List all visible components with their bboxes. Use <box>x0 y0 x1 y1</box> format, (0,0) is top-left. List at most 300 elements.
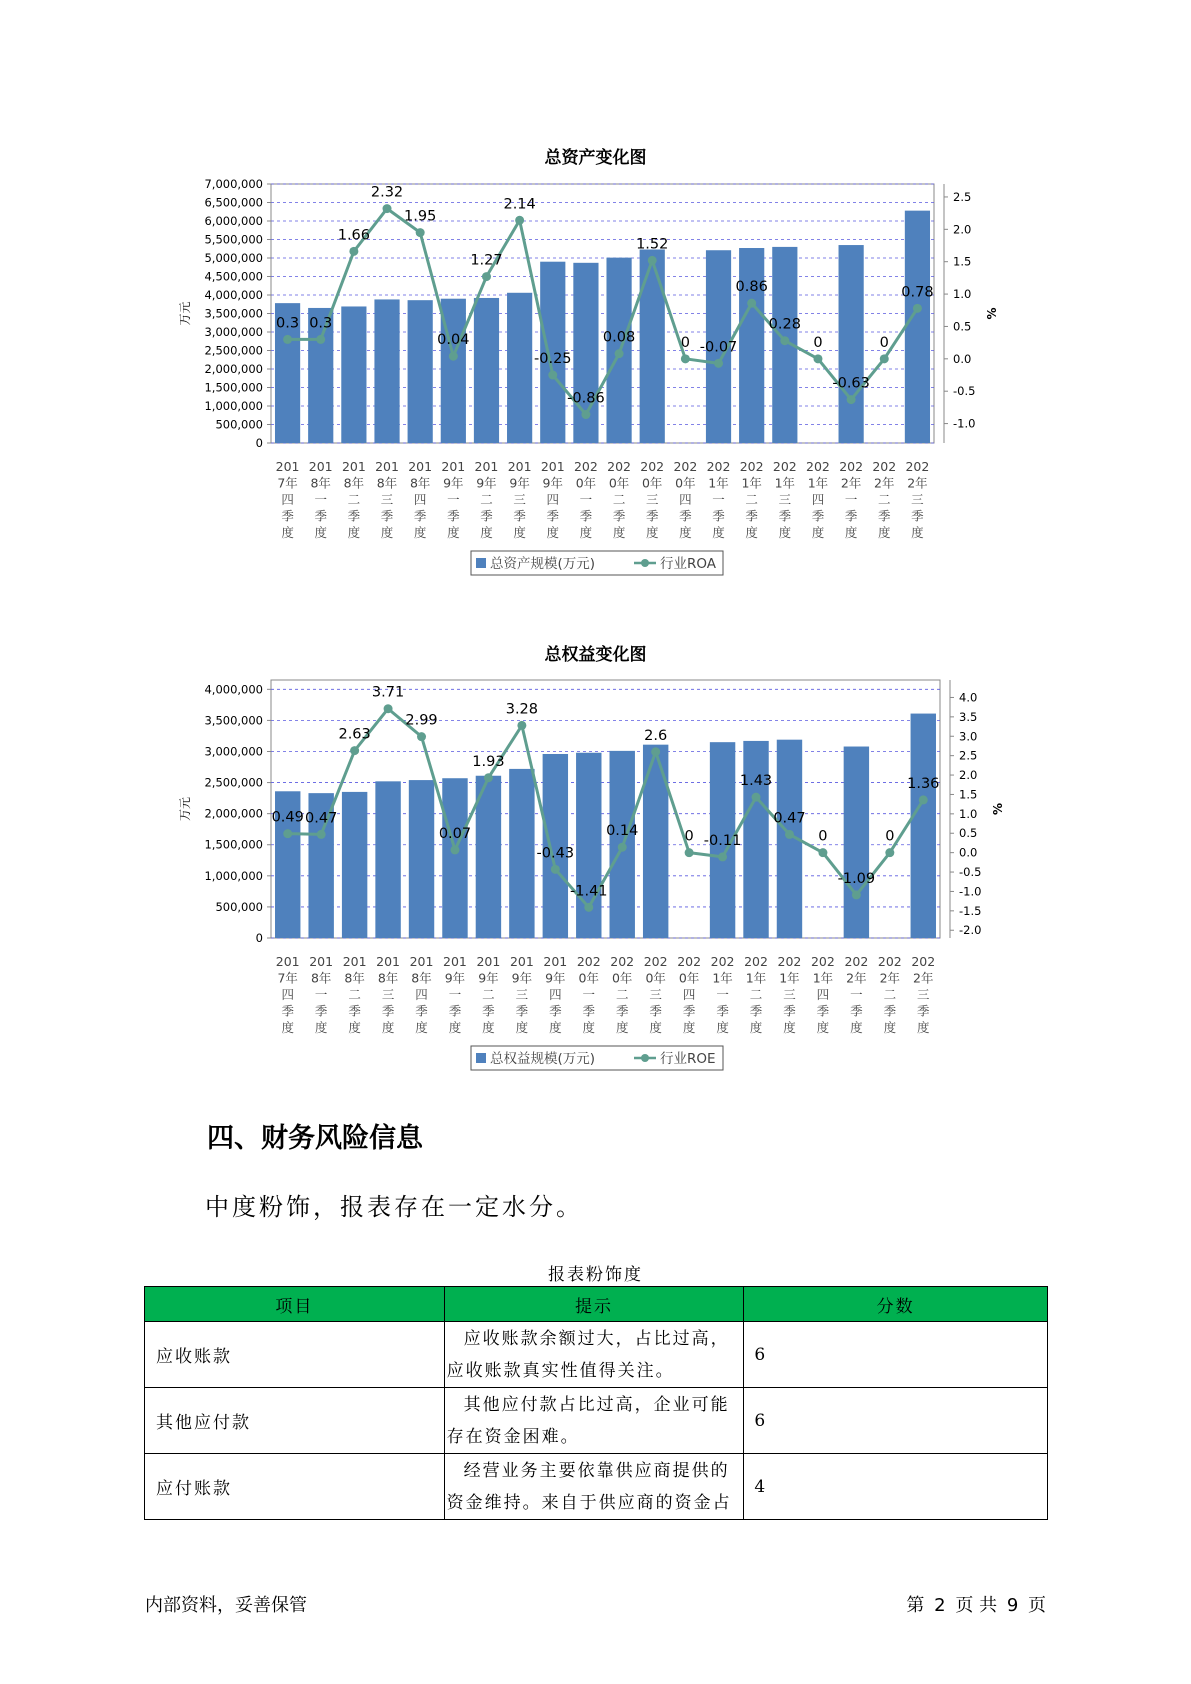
x-tick-label: 度 <box>682 1020 696 1035</box>
x-tick-label: 季 <box>480 508 493 524</box>
table-header-item: 项目 <box>145 1287 445 1322</box>
line-point <box>350 746 359 755</box>
line-point <box>919 795 928 804</box>
left-tick-label: 2,000,000 <box>204 806 263 821</box>
row-hint: 经营业务主要依靠供应商提供的资金维持。来自于供应商的资金占 <box>444 1454 744 1520</box>
data-label: 2.14 <box>503 196 536 213</box>
x-tick-label: 季 <box>716 1003 729 1019</box>
x-tick-label: 201 <box>543 954 568 969</box>
x-tick-label: 三 <box>645 492 659 507</box>
x-tick-label: 202 <box>905 459 930 474</box>
x-tick-label: 季 <box>811 508 825 524</box>
x-tick-label: 201 <box>507 459 532 474</box>
x-tick-label: 季 <box>783 1003 796 1019</box>
legend-bar-swatch <box>476 558 486 568</box>
left-tick-label: 6,500,000 <box>204 195 263 210</box>
x-tick-label: 1年 <box>741 475 762 491</box>
data-label: 2.32 <box>370 184 404 201</box>
x-tick-label: 季 <box>745 508 758 524</box>
right-tick-label: 1.0 <box>959 806 978 821</box>
x-tick-label: 201 <box>376 954 401 969</box>
x-tick-label: 季 <box>778 508 792 524</box>
x-tick-label: 202 <box>710 954 735 969</box>
left-tick-label: 5,500,000 <box>204 232 263 247</box>
x-tick-label: 201 <box>375 459 399 474</box>
x-tick-label: 1年 <box>774 475 796 491</box>
left-tick-label: 2,000,000 <box>204 362 263 376</box>
data-label: 0.04 <box>437 332 470 349</box>
x-tick-label: 7年 <box>277 475 298 491</box>
x-tick-label: 1年 <box>812 970 834 986</box>
x-tick-label: 2年 <box>874 475 895 491</box>
x-tick-label: 度 <box>281 1020 294 1035</box>
line-point <box>847 395 856 404</box>
x-tick-label: 202 <box>677 954 702 969</box>
x-tick-label: 季 <box>816 1003 830 1019</box>
line-point <box>813 354 822 363</box>
x-tick-label: 201 <box>540 459 565 474</box>
x-tick-label: 202 <box>806 459 830 474</box>
x-tick-label: 度 <box>712 525 725 540</box>
data-label: -0.86 <box>567 390 605 407</box>
x-tick-label: 二 <box>745 492 758 507</box>
x-tick-label: 8年 <box>376 475 398 491</box>
x-tick-label: 季 <box>413 508 427 524</box>
x-tick-label: 季 <box>281 508 294 524</box>
x-tick-label: 度 <box>811 525 825 540</box>
x-tick-label: 季 <box>712 508 725 524</box>
left-tick-label: 500,000 <box>215 899 263 914</box>
x-tick-label: 季 <box>448 1003 462 1019</box>
data-label: 0.47 <box>305 810 338 827</box>
x-tick-label: 四 <box>682 987 696 1002</box>
data-label: 0.08 <box>602 329 636 346</box>
line-point <box>384 704 393 713</box>
x-tick-label: 度 <box>679 525 692 540</box>
chart-total-assets <box>0 170 1191 610</box>
x-tick-label: 季 <box>749 1003 763 1019</box>
x-tick-label: 二 <box>612 492 626 507</box>
chart-total-equity <box>0 667 1191 1107</box>
x-tick-label: 202 <box>810 954 835 969</box>
x-tick-label: 二 <box>348 987 361 1002</box>
right-tick-label: -1.5 <box>959 903 982 918</box>
x-tick-label: 1年 <box>708 475 729 491</box>
table-header-score: 分数 <box>744 1287 1048 1322</box>
x-tick-label: 季 <box>582 1003 596 1019</box>
x-tick-label: 度 <box>314 1020 328 1035</box>
right-tick-label: 1.5 <box>959 787 978 802</box>
right-tick-label: 3.5 <box>959 709 978 724</box>
x-tick-label: 三 <box>649 987 662 1002</box>
x-tick-label: 7年 <box>277 970 298 986</box>
row-score: 4 <box>744 1454 1048 1520</box>
bar <box>640 249 665 443</box>
x-tick-label: 2年 <box>846 970 867 986</box>
data-label: -0.63 <box>832 375 870 392</box>
left-tick-label: 3,000,000 <box>204 744 263 759</box>
x-tick-label: 度 <box>348 1020 361 1035</box>
x-tick-label: 0年 <box>608 475 630 491</box>
row-item: 应收账款 <box>145 1322 445 1388</box>
footer-page-mid: 页 共 <box>955 1595 998 1616</box>
line-point <box>449 352 458 361</box>
x-tick-label: 三 <box>778 492 792 507</box>
x-tick-label: 度 <box>515 1020 529 1035</box>
x-tick-label: 度 <box>911 525 924 540</box>
x-tick-label: 度 <box>878 525 891 540</box>
right-tick-label: -1.0 <box>959 884 982 899</box>
line-point <box>316 335 325 344</box>
x-tick-label: 度 <box>582 1020 596 1035</box>
footer-page-current: 2 <box>934 1595 946 1616</box>
x-tick-label: 季 <box>515 1003 529 1019</box>
row-hint: 应收账款余额过大，占比过高，应收账款真实性值得关注。 <box>444 1322 744 1388</box>
table-row <box>145 1454 1048 1520</box>
bar <box>342 792 367 938</box>
left-tick-label: 6,000,000 <box>204 214 263 228</box>
x-tick-label: 9年 <box>476 475 497 491</box>
x-tick-label: 1年 <box>712 970 733 986</box>
x-tick-label: 度 <box>645 525 659 540</box>
x-tick-label: 二 <box>615 987 629 1002</box>
x-tick-label: 度 <box>612 525 626 540</box>
data-label: 3.28 <box>505 701 539 718</box>
x-tick-label: 201 <box>441 459 466 474</box>
x-tick-label: 四 <box>811 492 825 507</box>
bar <box>374 299 399 443</box>
x-tick-label: 季 <box>482 1003 495 1019</box>
footer-page-suffix: 页 <box>1028 1595 1046 1616</box>
x-tick-label: 201 <box>308 459 333 474</box>
x-tick-label: 1年 <box>779 970 800 986</box>
x-tick-label: 202 <box>739 459 764 474</box>
x-tick-label: 度 <box>546 525 560 540</box>
x-tick-label: 201 <box>509 954 534 969</box>
x-tick-label: 9年 <box>511 970 533 986</box>
right-axis-title: % <box>985 307 999 320</box>
x-tick-label: 季 <box>347 508 361 524</box>
x-tick-label: 0年 <box>678 970 700 986</box>
bar <box>509 769 534 938</box>
x-tick-label: 季 <box>911 508 924 524</box>
x-tick-label: 一 <box>716 987 729 1002</box>
left-axis-title: 万元 <box>178 301 192 326</box>
bar <box>844 747 869 938</box>
data-label: 1.43 <box>739 773 773 790</box>
x-tick-label: 201 <box>409 954 434 969</box>
x-tick-label: 度 <box>917 1020 930 1035</box>
x-tick-label: 一 <box>314 987 328 1002</box>
data-label: 0.07 <box>438 825 472 842</box>
data-label: -0.11 <box>703 832 742 849</box>
x-tick-label: 度 <box>615 1020 629 1035</box>
x-tick-label: 四 <box>546 492 560 507</box>
row-item: 应付账款 <box>145 1454 445 1520</box>
x-tick-label: 季 <box>682 1003 696 1019</box>
x-tick-label: 度 <box>716 1020 729 1035</box>
x-tick-label: 9年 <box>478 970 499 986</box>
bar <box>507 293 532 443</box>
x-tick-label: 202 <box>607 459 632 474</box>
data-label: 0.86 <box>735 279 768 296</box>
x-tick-label: 度 <box>783 1020 796 1035</box>
left-tick-label: 2,500,000 <box>204 775 263 790</box>
data-label: 1.95 <box>404 208 437 225</box>
line-point <box>648 256 657 265</box>
right-tick-label: -2.0 <box>959 923 982 938</box>
x-tick-label: 8年 <box>310 970 332 986</box>
x-tick-label: 三 <box>381 987 395 1002</box>
line-point <box>651 747 660 756</box>
line-point <box>584 903 593 912</box>
x-tick-label: 度 <box>380 525 394 540</box>
x-tick-label: 三 <box>911 492 924 507</box>
line-point <box>685 848 694 857</box>
chart-title-equity: 总权益变化图 <box>544 645 647 665</box>
x-tick-label: 9年 <box>443 475 464 491</box>
x-tick-label: 度 <box>448 1020 462 1035</box>
right-tick-label: 2.0 <box>953 222 972 237</box>
line-point <box>450 845 459 854</box>
x-tick-label: 度 <box>649 1020 662 1035</box>
table-caption: 报表粉饰度 <box>548 1265 643 1285</box>
x-tick-label: 0年 <box>675 475 696 491</box>
x-tick-label: 0年 <box>645 970 666 986</box>
x-tick-label: 季 <box>645 508 659 524</box>
x-tick-label: 一 <box>314 492 327 507</box>
data-label: 1.66 <box>337 227 371 244</box>
data-label: 2.6 <box>644 727 668 744</box>
right-tick-label: 0.0 <box>953 351 972 366</box>
line-point <box>551 865 560 874</box>
x-tick-label: 度 <box>480 525 493 540</box>
x-tick-label: 三 <box>380 492 394 507</box>
x-tick-label: 202 <box>573 459 598 474</box>
left-tick-label: 4,000,000 <box>204 682 263 697</box>
x-tick-label: 201 <box>408 459 433 474</box>
x-tick-label: 8年 <box>343 475 365 491</box>
legend-bar-label: 总权益规模(万元) <box>490 1051 596 1067</box>
bar <box>375 781 400 938</box>
legend-line-marker <box>641 1054 649 1062</box>
x-tick-label: 季 <box>281 1003 294 1019</box>
x-tick-label: 202 <box>839 459 864 474</box>
data-label: -0.43 <box>536 845 575 862</box>
right-tick-label: 4.0 <box>959 690 978 705</box>
x-tick-label: 度 <box>883 1020 897 1035</box>
chart-title-assets: 总资产变化图 <box>544 148 647 168</box>
right-axis-title: % <box>991 802 1005 816</box>
x-tick-label: 季 <box>415 1003 428 1019</box>
data-label: -1.09 <box>837 870 876 887</box>
x-tick-label: 度 <box>844 525 858 540</box>
data-label: -0.25 <box>534 351 572 368</box>
table-header-hint: 提示 <box>444 1287 744 1322</box>
bar <box>905 211 930 443</box>
line-point <box>517 721 526 730</box>
footer-page-number <box>904 1591 1048 1617</box>
x-tick-label: 季 <box>883 1003 897 1019</box>
x-tick-label: 8年 <box>409 475 431 491</box>
data-label: 0.47 <box>773 810 806 827</box>
left-tick-label: 500,000 <box>215 417 263 432</box>
x-tick-label: 季 <box>878 508 891 524</box>
right-tick-label: 2.0 <box>959 768 978 783</box>
x-tick-label: 8年 <box>411 970 432 986</box>
line-point <box>548 371 557 380</box>
x-tick-label: 二 <box>482 987 495 1002</box>
row-score: 6 <box>744 1322 1048 1388</box>
data-label: 0 <box>818 828 828 845</box>
data-label: 0.78 <box>901 284 934 301</box>
x-tick-label: 季 <box>348 1003 361 1019</box>
line-point <box>317 830 326 839</box>
data-label: 3.71 <box>371 684 405 701</box>
line-point <box>718 852 727 861</box>
left-tick-label: 1,000,000 <box>204 868 263 883</box>
x-tick-label: 201 <box>275 954 300 969</box>
left-tick-label: 1,500,000 <box>204 380 263 395</box>
line-point <box>681 354 690 363</box>
data-label: 0.3 <box>276 315 300 332</box>
x-tick-label: 一 <box>712 492 725 507</box>
x-tick-label: 度 <box>513 525 526 540</box>
line-point <box>885 848 894 857</box>
bar <box>409 780 434 938</box>
x-tick-label: 四 <box>281 492 294 507</box>
x-tick-label: 度 <box>579 525 593 540</box>
right-tick-label: 2.5 <box>959 748 978 763</box>
x-tick-label: 度 <box>549 1020 562 1035</box>
x-tick-label: 度 <box>314 525 327 540</box>
left-tick-label: 4,500,000 <box>204 269 263 284</box>
bar <box>341 306 366 443</box>
line-point <box>416 228 425 237</box>
bar <box>442 778 467 938</box>
data-label: 0.49 <box>271 809 304 826</box>
line-point <box>484 773 493 782</box>
x-tick-label: 201 <box>309 954 334 969</box>
x-tick-label: 一 <box>582 987 596 1002</box>
x-tick-label: 季 <box>844 508 858 524</box>
table-header-row <box>145 1287 1048 1322</box>
x-tick-label: 度 <box>347 525 361 540</box>
right-tick-label: 1.0 <box>953 287 972 302</box>
x-tick-label: 2年 <box>913 970 934 986</box>
x-tick-label: 三 <box>917 987 930 1002</box>
line-point <box>852 890 861 899</box>
bar <box>474 298 499 443</box>
data-label: 1.36 <box>907 775 940 792</box>
x-tick-label: 一 <box>844 492 858 507</box>
legend-bar-label: 总资产规模(万元) <box>490 556 596 572</box>
x-tick-label: 1年 <box>807 475 829 491</box>
line-point <box>785 830 794 839</box>
line-point <box>752 793 761 802</box>
data-label: 0 <box>684 828 694 845</box>
row-score: 6 <box>744 1388 1048 1454</box>
section-body-text: 中度粉饰，报表存在一定水分。 <box>205 1193 583 1221</box>
right-tick-label: 0.0 <box>959 845 978 860</box>
x-tick-label: 0年 <box>578 970 600 986</box>
x-tick-label: 一 <box>448 987 462 1002</box>
x-tick-label: 9年 <box>542 475 564 491</box>
footer-page-total: 9 <box>1006 1595 1019 1616</box>
x-tick-label: 三 <box>783 987 796 1002</box>
line-point <box>880 354 889 363</box>
x-tick-label: 度 <box>850 1020 863 1035</box>
right-tick-label: -0.5 <box>959 865 982 880</box>
table-row <box>145 1322 1048 1388</box>
x-tick-label: 度 <box>413 525 427 540</box>
x-tick-label: 季 <box>447 508 460 524</box>
x-tick-label: 四 <box>281 987 294 1002</box>
x-tick-label: 度 <box>778 525 792 540</box>
bar <box>839 245 864 443</box>
data-label: 0.14 <box>606 823 639 840</box>
line-point <box>618 843 627 852</box>
left-tick-label: 2,500,000 <box>204 343 263 358</box>
line-point <box>383 204 392 213</box>
x-tick-label: 1年 <box>745 970 767 986</box>
x-tick-label: 9年 <box>545 970 566 986</box>
x-tick-label: 202 <box>673 459 698 474</box>
row-item: 其他应付款 <box>145 1388 445 1454</box>
x-tick-label: 202 <box>772 459 797 474</box>
x-tick-label: 季 <box>546 508 560 524</box>
bar <box>743 741 768 938</box>
x-tick-label: 四 <box>415 987 428 1002</box>
data-label: 0 <box>813 334 823 351</box>
line-point <box>283 335 292 344</box>
legend-line-label: 行业ROA <box>660 556 717 572</box>
line-point <box>349 247 358 256</box>
x-tick-label: 9年 <box>444 970 466 986</box>
left-tick-label: 1,000,000 <box>204 399 263 413</box>
x-tick-label: 202 <box>640 459 665 474</box>
x-tick-label: 一 <box>579 492 593 507</box>
line-point <box>615 349 624 358</box>
x-tick-label: 202 <box>706 459 731 474</box>
x-tick-label: 三 <box>513 492 526 507</box>
x-tick-label: 一 <box>447 492 460 507</box>
risk-table <box>144 1286 1048 1520</box>
left-tick-label: 0 <box>255 931 263 945</box>
data-label: 0 <box>885 828 895 845</box>
line-point <box>747 299 756 308</box>
x-tick-label: 202 <box>777 954 802 969</box>
right-tick-label: 3.0 <box>959 729 978 744</box>
data-label: 2.63 <box>338 726 371 743</box>
x-tick-label: 度 <box>816 1020 830 1035</box>
footer-page-prefix: 第 <box>906 1595 925 1616</box>
right-tick-label: -1.0 <box>953 416 976 431</box>
x-tick-label: 202 <box>911 954 936 969</box>
bar <box>911 714 936 938</box>
right-tick-label: 0.5 <box>953 319 972 334</box>
x-tick-label: 8年 <box>310 475 331 491</box>
x-tick-label: 201 <box>474 459 499 474</box>
line-point <box>482 272 491 281</box>
x-tick-label: 二 <box>480 492 493 507</box>
x-tick-label: 度 <box>281 525 294 540</box>
bar <box>739 248 764 443</box>
x-tick-label: 8年 <box>377 970 399 986</box>
left-tick-label: 3,500,000 <box>204 713 263 728</box>
line-point <box>581 410 590 419</box>
data-label: 1.93 <box>472 753 505 770</box>
